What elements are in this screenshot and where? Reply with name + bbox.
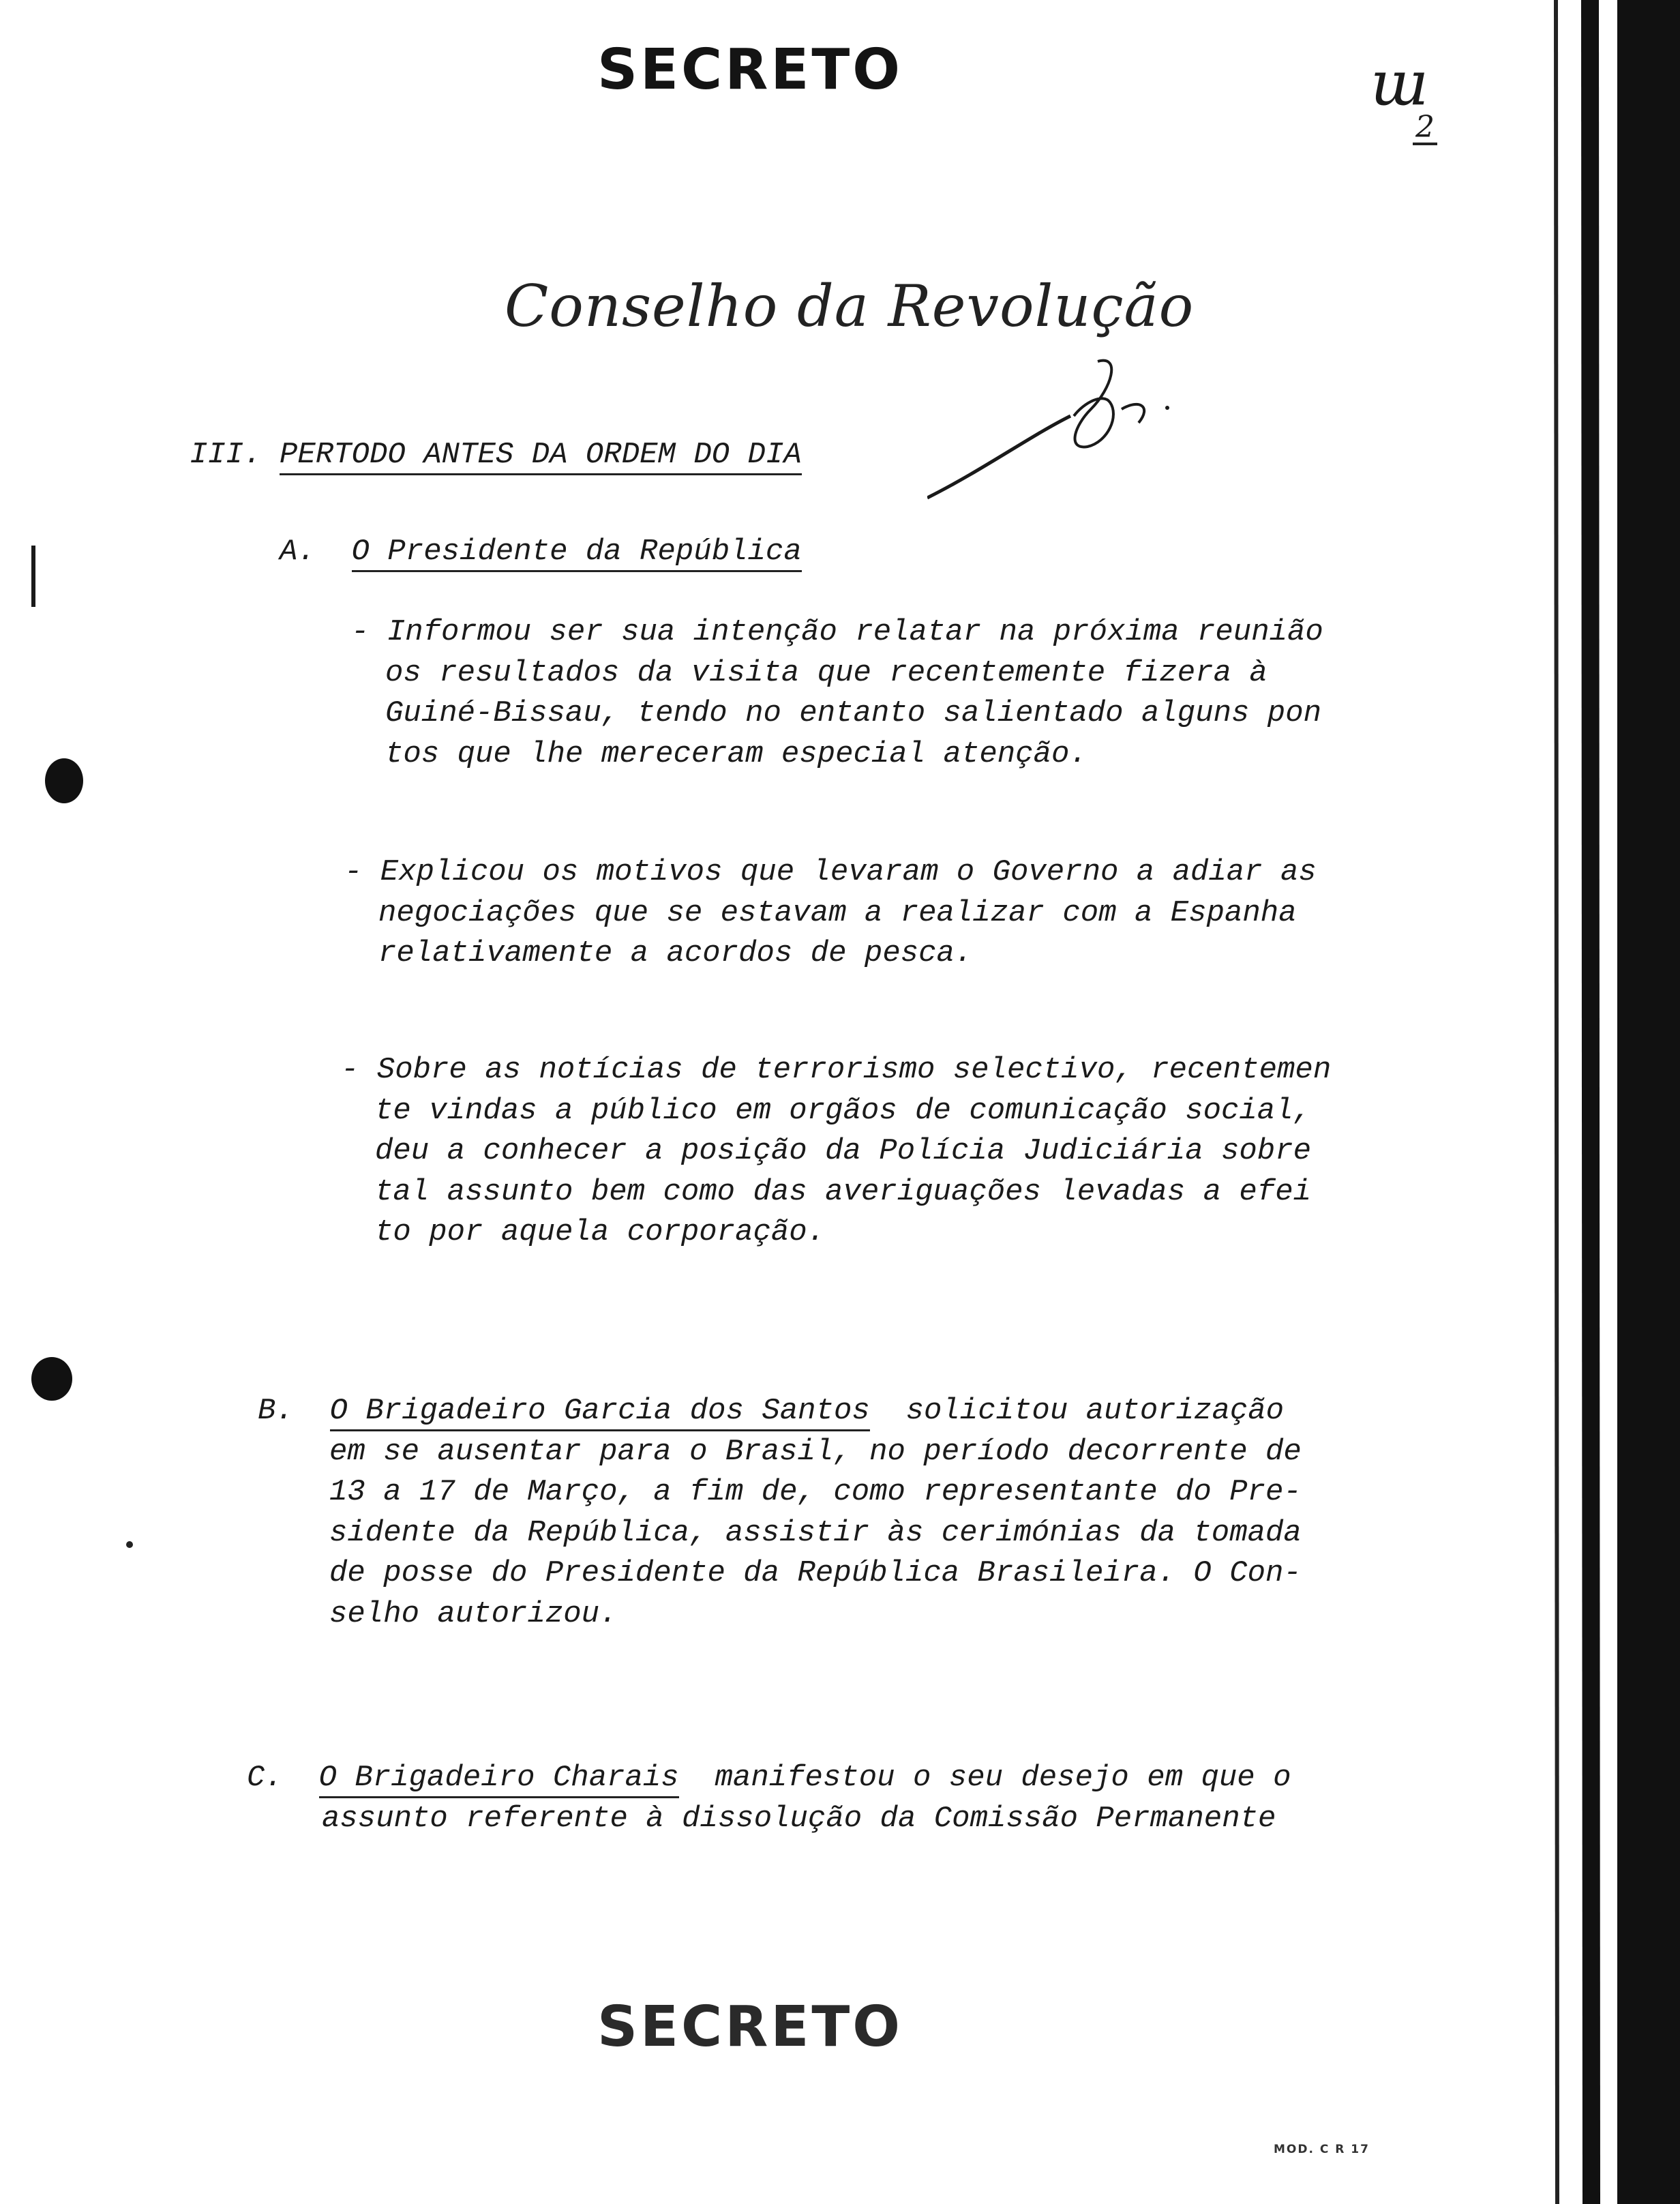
item-a-heading: O Presidente da República (352, 535, 802, 572)
text-line: tal assunto bem como das averiguações levadas a efei (375, 1174, 1312, 1209)
text-line: deu a conhecer a posição da Polícia Judiciária sobre (375, 1134, 1312, 1168)
text-line: negociações que se estavam a realizar com a Espanha (378, 895, 1297, 930)
item-b (258, 1391, 1302, 1635)
folio-initial: ɯ (1370, 48, 1429, 119)
text-line: - Informou ser sua intenção relatar na próxima reunião (351, 615, 1323, 649)
punch-hole-top (40, 750, 94, 811)
section-number: III. (190, 438, 262, 472)
text-line: assunto referente à dissolução da Comissão Permanente (322, 1801, 1276, 1836)
text-line: to por aquela corporação. (375, 1215, 826, 1249)
text-line: - Explicou os motivos que levaram o Governo a adiar as (344, 855, 1317, 889)
item-a-paragraph-3 (341, 1050, 1331, 1253)
item-a-heading-line (280, 532, 802, 573)
text-line: em se ausentar para o Brasil, no período decorrente de (329, 1434, 1302, 1469)
text-line: - Sobre as notícias de terrorismo selectivo, recentemen (341, 1053, 1332, 1087)
form-code: MOD. C R 17 (1274, 2143, 1370, 2156)
item-a-paragraph-1 (351, 612, 1323, 775)
letterhead: Conselho da Revolução (505, 273, 1195, 340)
text-line: Guiné-Bissau, tendo no entanto salientado alguns pon (385, 696, 1322, 730)
item-c-first-line-rest: manifestou o seu desejo em que o (715, 1761, 1291, 1795)
classification-stamp-top: SECRETO (597, 38, 903, 102)
item-a-paragraph-2 (344, 852, 1317, 974)
ink-spot (123, 1538, 136, 1551)
section-heading (190, 435, 802, 476)
text-line: de posse do Presidente da República Brasileira. O Con- (329, 1556, 1302, 1590)
item-b-heading: O Brigadeiro Garcia dos Santos (330, 1394, 870, 1431)
text-line: selho autorizou. (329, 1596, 618, 1631)
section-title: PERTODO ANTES DA ORDEM DO DIA (280, 438, 802, 475)
text-line: sidente da República, assistir às cerimónias da tomada (329, 1515, 1302, 1550)
item-c-letter: C. (247, 1761, 283, 1795)
handwritten-initials (927, 348, 1186, 505)
item-a-letter: A. (280, 535, 316, 569)
item-c (247, 1758, 1291, 1839)
text-line: os resultados da visita que recentemente fizera à (385, 655, 1268, 690)
binding-edge (1542, 0, 1680, 2204)
margin-mark (27, 546, 41, 614)
folio-page-number: 2 (1413, 113, 1437, 145)
punch-hole-bottom (26, 1350, 80, 1412)
folio-mark (1370, 48, 1445, 164)
text-line: te vindas a público em orgãos de comunicação social, (375, 1093, 1312, 1128)
item-b-first-line-rest: solicitou autorização (905, 1394, 1285, 1428)
item-c-heading: O Brigadeiro Charais (319, 1761, 679, 1798)
text-line: relativamente a acordos de pesca. (378, 936, 973, 970)
text-line: tos que lhe mereceram especial atenção. (385, 736, 1088, 771)
text-line: 13 a 17 de Março, a fim de, como representante do Pre- (329, 1475, 1302, 1509)
classification-stamp-bottom: SECRETO (597, 1995, 903, 2059)
item-b-letter: B. (258, 1394, 294, 1428)
